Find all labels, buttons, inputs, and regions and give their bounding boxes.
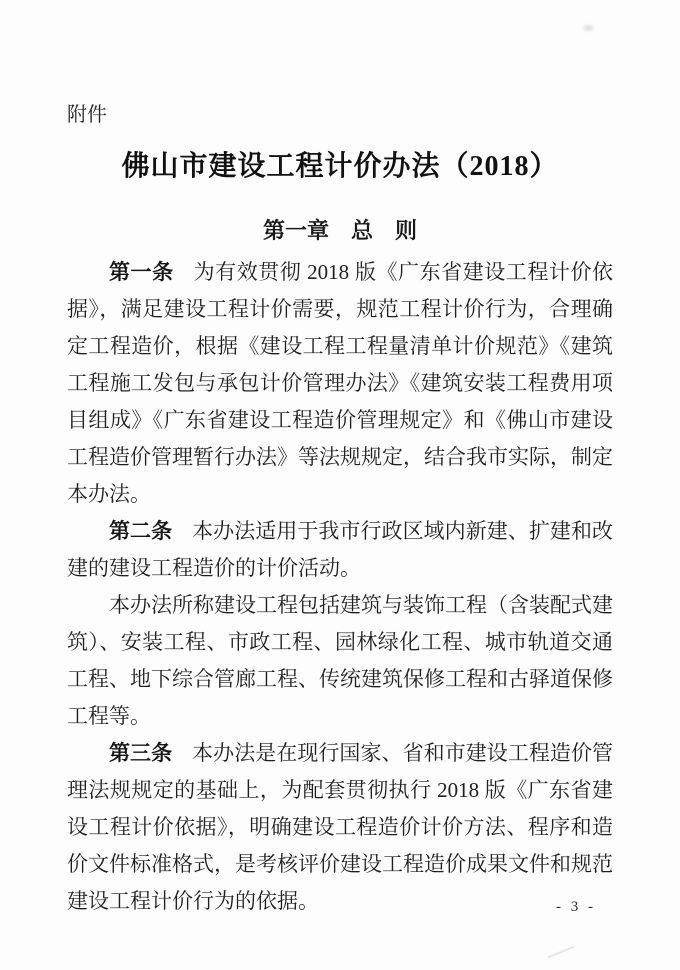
document-body <box>67 254 613 920</box>
paragraph-article-2-continued <box>67 587 613 735</box>
page-number: - 3 - <box>556 899 596 915</box>
article-3-text: 本办法是在现行国家、省和市建设工程造价管理法规规定的基础上，为配套贯彻执行 2018 版《广东省建设工程计价依据》，明确建设工程造价计价方法、程序和造价文件标准格式，是考核评价建设工程造价成果文件和规范建设工程计价行为的依据。 <box>67 741 614 913</box>
article-2-text: 本办法适用于我市行政区域内新建、扩建和改建的建设工程造价的计价活动。 <box>67 519 614 580</box>
paragraph-article-1 <box>67 254 613 513</box>
scan-smudge-artifact <box>581 23 596 33</box>
article-2b-text: 本办法所称建设工程包括建筑与装饰工程（含装配式建筑）、安装工程、市政工程、园林绿化工程、城市轨道交通工程、地下综合管廊工程、传统建筑保修工程和古驿道保修工程等。 <box>67 593 613 728</box>
paragraph-article-2 <box>67 513 613 587</box>
chapter-heading: 第一章 总 则 <box>262 218 417 243</box>
paragraph-article-3 <box>67 735 613 920</box>
article-3-number: 第三条 <box>109 741 173 765</box>
document-title: 佛山市建设工程计价办法（2018） <box>121 151 559 182</box>
article-2-number: 第二条 <box>109 519 173 543</box>
attachment-label: 附件 <box>67 104 107 126</box>
article-1-number: 第一条 <box>109 260 174 284</box>
scan-scratch-artifact <box>548 946 575 958</box>
article-1-text: 为有效贯彻 2018 版《广东省建设工程计价依据》，满足建设工程计价需要，规范工程计价行为，合理确定工程造价，根据《建设工程工程量清单计价规范》《建筑工程施工发包与承包计价管理办法》《建筑安装工程费用项目组成》《广东省建设工程造价管理规定》和《佛山市建设工程造价管理暂行办法》等法规规定，结合我市实际，制定本办法。 <box>67 260 614 506</box>
